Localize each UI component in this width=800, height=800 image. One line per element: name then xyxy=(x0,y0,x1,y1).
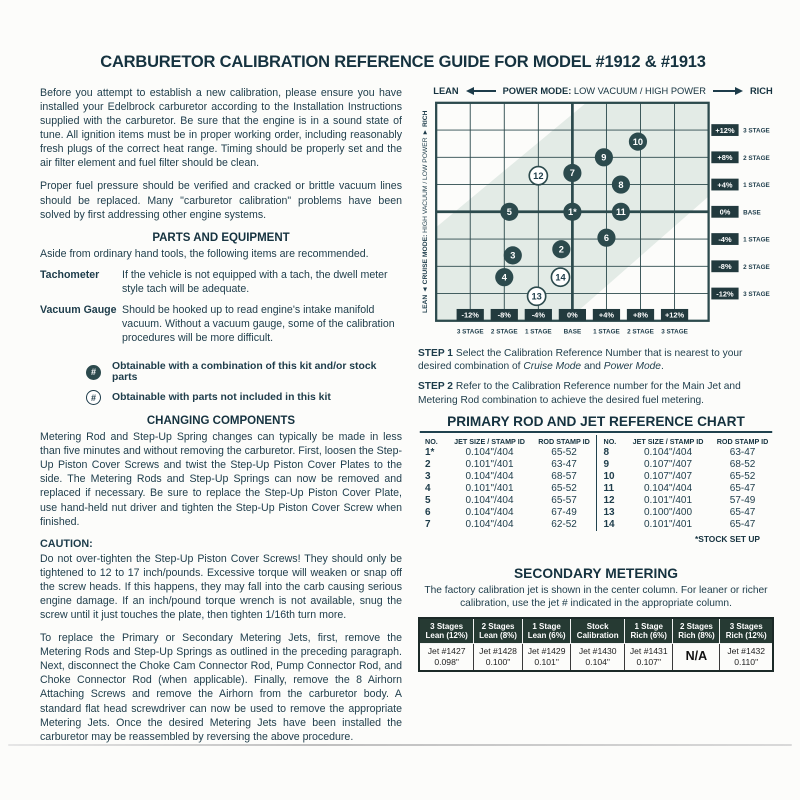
secondary-column-header: 1 Stage Rich (6%) xyxy=(624,618,673,643)
table-header-row xyxy=(419,618,773,643)
svg-text:BASE: BASE xyxy=(563,328,582,336)
symbol-legend xyxy=(86,361,402,405)
table-row: 1* 0.104"/404 65-52 xyxy=(425,447,577,459)
svg-text:+12%: +12% xyxy=(715,125,735,135)
table-row: 7 0.104"/404 62-52 xyxy=(425,519,577,531)
secondary-metering-intro: The factory calibration jet is shown in the center column. For leaner or richer calibration, use the jet # indicated in the appropriate column. xyxy=(424,584,768,610)
svg-text:2 STAGE: 2 STAGE xyxy=(743,154,770,162)
legend-text: Obtainable with parts not included in this kit xyxy=(112,392,331,404)
svg-text:1 STAGE: 1 STAGE xyxy=(524,328,552,336)
table-row: 2 0.101"/401 63-47 xyxy=(425,459,577,471)
equipment-row-tachometer xyxy=(40,268,402,296)
legend-text: Obtainable with a combination of this kit and/or stock parts xyxy=(112,361,377,384)
svg-text:1 STAGE: 1 STAGE xyxy=(593,328,620,336)
secondary-column-header: 2 Stages Lean (8%) xyxy=(474,618,523,643)
svg-text:8: 8 xyxy=(618,179,624,190)
svg-text:4: 4 xyxy=(501,272,507,283)
table-row: 14 0.101"/401 65-47 xyxy=(603,519,756,531)
step-2: STEP 2 Refer to the Calibration Reference number for the Main Jet and Metering Rod combination to achieve the desired fuel metering. xyxy=(418,381,741,406)
equipment-desc: Should be hooked up to read engine's intake manifold vacuum. Without a vacuum gauge, some of the calibration procedures will be more difficult. xyxy=(122,303,395,345)
legend-row-kit-parts xyxy=(86,361,402,383)
rich-label: RICH xyxy=(749,86,773,96)
power-mode-axis-header xyxy=(432,86,774,96)
secondary-jet-cell: N/A xyxy=(673,644,720,671)
legend-row-non-kit-parts xyxy=(86,390,402,405)
svg-text:3 STAGE: 3 STAGE xyxy=(661,328,688,336)
table-row: 6 0.104"/404 67-49 xyxy=(425,507,577,519)
secondary-jet-cell: Jet #1430 0.104" xyxy=(571,644,625,671)
svg-text:2 STAGE: 2 STAGE xyxy=(490,328,518,336)
svg-text:-8%: -8% xyxy=(718,262,732,272)
table-row: 10 0.107"/407 65-52 xyxy=(603,471,756,483)
secondary-column-header: 1 Stage Lean (6%) xyxy=(522,618,571,643)
parts-intro: Aside from ordinary hand tools, the following items are recommended. xyxy=(40,247,369,260)
svg-text:13: 13 xyxy=(531,291,542,302)
table-row: 9 0.107"/407 68-52 xyxy=(603,459,756,471)
left-column xyxy=(40,86,402,753)
table-row: 3 0.104"/404 68-57 xyxy=(425,471,577,483)
right-column xyxy=(418,86,774,753)
svg-text:5: 5 xyxy=(506,207,512,218)
two-column-layout xyxy=(40,86,773,753)
intro-paragraph-1: Before you attempt to establish a new calibration, please ensure you have installed your Edelbrock carburetor according to the Installation Instructions supplied with the carburetor. Be sure that the engine is in a sound state of tune. All ignition items must be in proper working order, including reasonably fresh plugs of the correct heat range. Timing should be properly set and the air filter element and fuel filter should be clean. xyxy=(40,87,402,170)
svg-text:3 STAGE: 3 STAGE xyxy=(743,127,770,135)
svg-text:9: 9 xyxy=(601,152,607,163)
table-row: 4 0.101"/401 65-52 xyxy=(425,483,577,495)
svg-text:-12%: -12% xyxy=(716,289,734,299)
svg-text:11: 11 xyxy=(616,207,626,218)
power-mode-title: POWER MODE: LOW VACUUM / HIGH POWER xyxy=(502,86,706,96)
table-row: 13 0.100"/400 65-47 xyxy=(603,507,756,519)
secondary-column-header: Stock Calibration xyxy=(571,618,625,643)
svg-text:10: 10 xyxy=(632,136,644,147)
secondary-metering-heading: SECONDARY METERING xyxy=(513,565,679,581)
stock-setup-footnote: *STOCK SET UP xyxy=(695,533,760,544)
filled-hash-circle-icon: # xyxy=(86,365,101,380)
svg-text:2 STAGE: 2 STAGE xyxy=(627,328,654,336)
secondary-jet-cell: Jet #1428 0.100" xyxy=(474,644,523,671)
caution-paragraph-1: Do not over-tighten the Step-Up Piston Cover Screws! They should only be tightened to 12 to 17 inch/pounds. Excessive torque will weaken or snap off the screw heads. If this happens, they may fall into the carb causing serious engine damage. If an inch/pound torque wrench is not available, snug the screw until it just touches the plate, then tighten 1/16th turn more. xyxy=(40,552,402,622)
svg-text:+4%: +4% xyxy=(598,310,614,320)
svg-text:14: 14 xyxy=(555,272,566,283)
changing-components-heading: CHANGING COMPONENTS xyxy=(146,415,296,428)
equipment-name: Tachometer xyxy=(40,268,100,281)
caution-paragraph-2: To replace the Primary or Secondary Metering Jets, first, remove the Metering Rods and Step-Up Springs as outlined in the preceding paragraph. Next, disconnect the Choke Cam Connector Rod, Pump Connector Rod, and Choke Connector Rod (when applicable). Finally, remove the 8 Airhorn Attaching Screws and remove the Airhorn from the carburetor body. A standard flat head screwdriver can now be used to remove the appropriate Metering Jets. Once the desired Metering Jets have been installed the carburetor may be reassembled by reversing the above procedure. xyxy=(40,632,402,743)
svg-text:-4%: -4% xyxy=(718,234,732,244)
svg-text:1*: 1* xyxy=(568,207,577,218)
table-row: 12 0.101"/401 57-49 xyxy=(603,495,756,507)
secondary-jet-cell: Jet #1432 0.110" xyxy=(720,644,773,671)
svg-text:-4%: -4% xyxy=(531,310,545,320)
caution-heading: CAUTION: xyxy=(40,537,93,550)
svg-text:2: 2 xyxy=(558,244,564,255)
table-row: 8 0.104"/404 63-47 xyxy=(603,447,756,459)
table-header-row: NO. JET SIZE / STAMP ID ROD STAMP ID xyxy=(425,436,590,446)
rich-arrow-icon xyxy=(713,87,743,95)
table-header-row: NO. JET SIZE / STAMP ID ROD STAMP ID xyxy=(603,436,769,446)
svg-text:6: 6 xyxy=(603,232,610,243)
lean-arrow-icon xyxy=(466,87,496,95)
svg-text:3 STAGE: 3 STAGE xyxy=(743,291,770,299)
secondary-jet-cell: Jet #1429 0.101" xyxy=(522,644,571,671)
svg-text:7: 7 xyxy=(569,168,575,179)
step-1: STEP 1 Select the Calibration Reference Number that is nearest to your desired combination of Cruise Mode and Power Mode. xyxy=(418,347,743,373)
svg-text:+8%: +8% xyxy=(632,310,649,320)
calibration-chart-svg xyxy=(418,101,774,339)
lean-label: LEAN xyxy=(433,86,459,96)
page-scan-shadow xyxy=(8,744,792,746)
table-row xyxy=(419,644,773,671)
secondary-metering-table xyxy=(418,617,774,671)
secondary-jet-cell: Jet #1431 0.107" xyxy=(624,644,673,671)
cruise-mode-axis-label: LEAN ◄ CRUISE MODE: HIGH VACUUM / LOW POWER ► RICH xyxy=(422,110,430,314)
svg-text:0%: 0% xyxy=(567,310,578,320)
svg-text:12: 12 xyxy=(533,170,544,181)
equipment-name: Vacuum Gauge xyxy=(40,303,117,316)
svg-text:1 STAGE: 1 STAGE xyxy=(743,236,770,244)
secondary-jet-cell: Jet #1427 0.098" xyxy=(419,644,474,671)
primary-table-right-half xyxy=(596,435,775,531)
equipment-row-vacuum-gauge xyxy=(40,303,402,345)
svg-text:BASE: BASE xyxy=(743,209,761,217)
secondary-column-header: 3 Stages Rich (12%) xyxy=(720,618,773,643)
svg-text:+12%: +12% xyxy=(664,310,685,320)
table-row: 11 0.104"/404 65-47 xyxy=(603,483,756,495)
secondary-column-header: 3 Stages Lean (12%) xyxy=(419,618,474,643)
svg-text:+4%: +4% xyxy=(717,180,733,190)
svg-text:0%: 0% xyxy=(719,207,731,217)
primary-table-heading: PRIMARY ROD AND JET REFERENCE CHART xyxy=(420,414,772,433)
outline-hash-circle-icon: # xyxy=(86,390,101,405)
changing-components-paragraph: Metering Rod and Step-Up Spring changes can typically be made in less than five minutes and without removing the carburetor. First, loosen the Step-Up Piston Cover Screws and twist the Step-Up Piston Cover Plates to the side. The Metering Rods and Step-Up Springs can now be removed and replaced if necessary. Be sure to replace the Step-Up Piston Cover Plate, use hand-held nut driver and tighten the Step-Up Piston Cover Screw when finished. xyxy=(40,431,402,528)
svg-text:-8%: -8% xyxy=(497,310,511,320)
svg-text:3 STAGE: 3 STAGE xyxy=(456,328,484,336)
svg-text:3: 3 xyxy=(510,250,516,261)
equipment-desc: If the vehicle is not equipped with a tach, the dwell meter style tach will be adequate. xyxy=(122,268,388,295)
svg-text:1 STAGE: 1 STAGE xyxy=(743,182,770,190)
table-row: 5 0.104"/404 65-57 xyxy=(425,495,577,507)
svg-text:+8%: +8% xyxy=(717,153,733,163)
page-title: CARBURETOR CALIBRATION REFERENCE GUIDE FOR MODEL #1912 & #1913 xyxy=(100,52,706,71)
secondary-column-header: 2 Stages Rich (8%) xyxy=(673,618,720,643)
parts-equipment-heading: PARTS AND EQUIPMENT xyxy=(152,231,290,244)
primary-reference-table xyxy=(418,435,774,531)
intro-paragraph-2: Proper fuel pressure should be verified and cracked or brittle vacuum lines should be replaced. Many "carburetor calibration" problems have been solved by first addressing other engine systems. xyxy=(40,180,402,221)
svg-text:-12%: -12% xyxy=(461,310,479,320)
svg-text:2 STAGE: 2 STAGE xyxy=(743,263,770,271)
primary-table-left-half xyxy=(418,435,596,531)
